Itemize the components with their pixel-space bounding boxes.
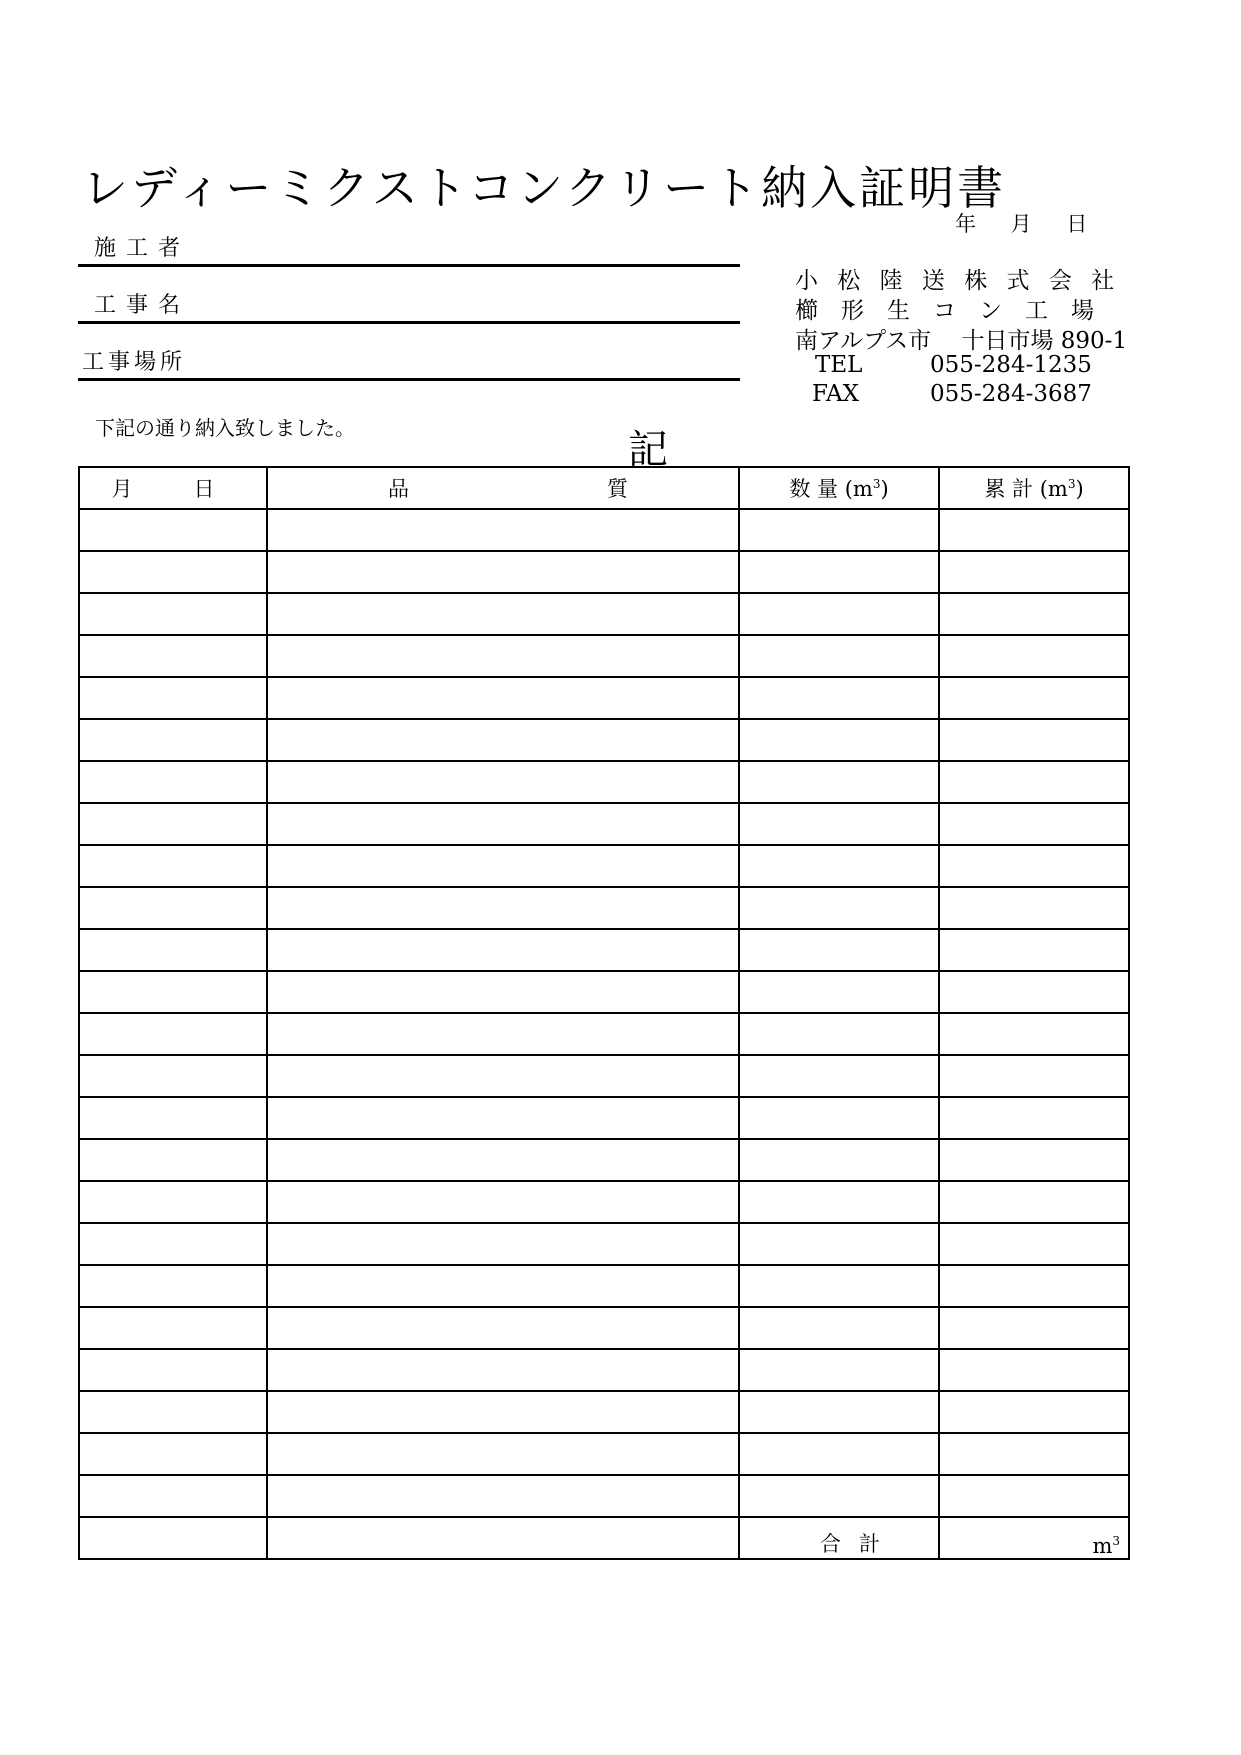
quantity-cell[interactable]: [739, 551, 939, 593]
cumulative-cell[interactable]: [939, 635, 1129, 677]
header-quantity: [739, 467, 939, 509]
quantity-cell[interactable]: [739, 677, 939, 719]
notice-text: 下記の通り納入致しました。: [95, 416, 355, 440]
date-cell[interactable]: [79, 719, 267, 761]
total-quality-cell[interactable]: [267, 1517, 739, 1559]
field-project-location[interactable]: [78, 342, 740, 381]
field-contractor-label: 施工者: [94, 236, 191, 261]
quality-cell[interactable]: [267, 1055, 739, 1097]
header-cumulative-text: 累 計 (m: [984, 477, 1068, 501]
quality-cell[interactable]: [267, 719, 739, 761]
quantity-cell[interactable]: [739, 887, 939, 929]
date-cell[interactable]: [79, 551, 267, 593]
date-cell[interactable]: [79, 761, 267, 803]
quality-cell[interactable]: [267, 1181, 739, 1223]
field-project-name[interactable]: [78, 285, 740, 324]
quality-cell[interactable]: [267, 845, 739, 887]
header-cumulative: [939, 467, 1129, 509]
quality-cell[interactable]: [267, 1139, 739, 1181]
quality-cell[interactable]: [267, 1097, 739, 1139]
company-address: 南アルプス市 十日市場 890-1: [795, 328, 1128, 354]
quantity-cell[interactable]: [739, 971, 939, 1013]
date-cell[interactable]: [79, 509, 267, 551]
date-cell[interactable]: [79, 593, 267, 635]
table-row: [79, 1181, 1129, 1223]
table-row: [79, 677, 1129, 719]
fax-label: FAX: [812, 381, 859, 407]
quantity-cell[interactable]: [739, 1097, 939, 1139]
date-cell[interactable]: [79, 1097, 267, 1139]
field-project-name-label: 工事名: [94, 293, 191, 318]
cumulative-cell[interactable]: [939, 971, 1129, 1013]
header-quality: [267, 467, 739, 509]
date-cell[interactable]: [79, 1013, 267, 1055]
document-title: レディーミクストコンクリート納入証明書: [82, 161, 1007, 215]
date-cell[interactable]: [79, 677, 267, 719]
date-cell[interactable]: [79, 929, 267, 971]
quantity-cell[interactable]: [739, 719, 939, 761]
cumulative-cell[interactable]: [939, 593, 1129, 635]
quality-cell[interactable]: [267, 971, 739, 1013]
table-row: [79, 593, 1129, 635]
cumulative-cell[interactable]: [939, 1097, 1129, 1139]
quality-cell[interactable]: [267, 761, 739, 803]
date-cell[interactable]: [79, 1055, 267, 1097]
cumulative-cell[interactable]: [939, 929, 1129, 971]
header-cumulative-sup: 3: [1067, 477, 1076, 491]
header-quantity-sup: 3: [872, 477, 881, 491]
company-plant: 櫛 形 生 コ ン 工 場: [795, 298, 1094, 324]
quality-cell[interactable]: [267, 509, 739, 551]
quantity-cell[interactable]: [739, 761, 939, 803]
table-row: [79, 1391, 1129, 1433]
fax-number: 055-284-3687: [930, 381, 1092, 407]
table-body: [79, 509, 1129, 1517]
cumulative-cell[interactable]: [939, 845, 1129, 887]
quantity-cell[interactable]: [739, 1055, 939, 1097]
quantity-cell[interactable]: [739, 1265, 939, 1307]
date-cell[interactable]: [79, 1391, 267, 1433]
table-row: [79, 1349, 1129, 1391]
cumulative-cell[interactable]: [939, 551, 1129, 593]
table-row: [79, 761, 1129, 803]
quality-cell[interactable]: [267, 1013, 739, 1055]
cumulative-cell[interactable]: [939, 1265, 1129, 1307]
quantity-cell[interactable]: [739, 803, 939, 845]
delivery-table: [78, 466, 1130, 1560]
date-cell[interactable]: [79, 1475, 267, 1517]
date-cell[interactable]: [79, 1265, 267, 1307]
table-row: [79, 635, 1129, 677]
total-date-cell[interactable]: [79, 1517, 267, 1559]
table-row: [79, 719, 1129, 761]
table-row: [79, 1013, 1129, 1055]
date-cell[interactable]: [79, 1139, 267, 1181]
table-row: [79, 1223, 1129, 1265]
quantity-cell[interactable]: [739, 1223, 939, 1265]
date-cell[interactable]: [79, 1223, 267, 1265]
cumulative-cell[interactable]: [939, 1433, 1129, 1475]
cumulative-cell[interactable]: [939, 1391, 1129, 1433]
quality-cell[interactable]: [267, 929, 739, 971]
quantity-cell[interactable]: [739, 845, 939, 887]
date-cell[interactable]: [79, 1349, 267, 1391]
quantity-cell[interactable]: [739, 1433, 939, 1475]
header-quantity-text: 数 量 (m: [789, 477, 873, 501]
table-row: [79, 1475, 1129, 1517]
field-project-location-label: 工事場所: [82, 350, 187, 375]
table-header-row: [79, 467, 1129, 509]
date-cell[interactable]: [79, 845, 267, 887]
header-date: 月 日: [79, 467, 267, 509]
table-row: [79, 887, 1129, 929]
quantity-cell[interactable]: [739, 1475, 939, 1517]
table-row: [79, 1097, 1129, 1139]
total-row: [79, 1517, 1129, 1559]
quality-cell[interactable]: [267, 1265, 739, 1307]
table-row: [79, 1055, 1129, 1097]
header-cumulative-close: ): [1075, 477, 1084, 501]
date-cell[interactable]: [79, 1433, 267, 1475]
company-name: 小 松 陸 送 株 式 会 社: [795, 268, 1121, 294]
quality-cell[interactable]: [267, 1307, 739, 1349]
cumulative-cell[interactable]: [939, 1181, 1129, 1223]
header-quality-left: 品: [388, 477, 409, 501]
quality-cell[interactable]: [267, 1433, 739, 1475]
cumulative-cell[interactable]: [939, 1307, 1129, 1349]
ki-heading: 記: [628, 427, 668, 473]
quality-cell[interactable]: [267, 1349, 739, 1391]
cumulative-cell[interactable]: [939, 1223, 1129, 1265]
table-row: [79, 803, 1129, 845]
quantity-cell[interactable]: [739, 1013, 939, 1055]
total-value-cell[interactable]: [939, 1517, 1129, 1559]
cumulative-cell[interactable]: [939, 1349, 1129, 1391]
quantity-cell[interactable]: [739, 593, 939, 635]
quality-cell[interactable]: [267, 593, 739, 635]
table-row: [79, 1265, 1129, 1307]
quantity-cell[interactable]: [739, 1349, 939, 1391]
cumulative-cell[interactable]: [939, 1139, 1129, 1181]
quantity-cell[interactable]: [739, 1307, 939, 1349]
cumulative-cell[interactable]: [939, 803, 1129, 845]
table-row: [79, 929, 1129, 971]
quality-cell[interactable]: [267, 1475, 739, 1517]
table-row: [79, 1307, 1129, 1349]
cumulative-cell[interactable]: [939, 1013, 1129, 1055]
total-label: 合計: [739, 1517, 939, 1559]
quality-cell[interactable]: [267, 803, 739, 845]
cumulative-cell[interactable]: [939, 761, 1129, 803]
quality-cell[interactable]: [267, 1223, 739, 1265]
tel-label: TEL: [815, 352, 863, 378]
quality-cell[interactable]: [267, 635, 739, 677]
table-row: [79, 551, 1129, 593]
quality-cell[interactable]: [267, 551, 739, 593]
date-cell[interactable]: [79, 635, 267, 677]
cumulative-cell[interactable]: [939, 1475, 1129, 1517]
table-row: [79, 509, 1129, 551]
table-row: [79, 1433, 1129, 1475]
quality-cell[interactable]: [267, 887, 739, 929]
cumulative-cell[interactable]: [939, 1055, 1129, 1097]
quantity-cell[interactable]: [739, 1181, 939, 1223]
header-quality-right: 質: [607, 477, 628, 501]
date-cell[interactable]: [79, 1307, 267, 1349]
total-unit-sup: 3: [1112, 1534, 1120, 1548]
quality-cell[interactable]: [267, 1391, 739, 1433]
quantity-cell[interactable]: [739, 929, 939, 971]
table-row: [79, 971, 1129, 1013]
cumulative-cell[interactable]: [939, 509, 1129, 551]
cumulative-cell[interactable]: [939, 887, 1129, 929]
date-cell[interactable]: [79, 887, 267, 929]
date-cell[interactable]: [79, 803, 267, 845]
header-quantity-close: ): [880, 477, 889, 501]
quantity-cell[interactable]: [739, 509, 939, 551]
date-cell[interactable]: [79, 971, 267, 1013]
quantity-cell[interactable]: [739, 1139, 939, 1181]
quantity-cell[interactable]: [739, 635, 939, 677]
total-unit: m: [1092, 1534, 1113, 1558]
table-row: [79, 845, 1129, 887]
date-label: 年 月 日: [955, 212, 1102, 236]
tel-number: 055-284-1235: [930, 352, 1092, 378]
quantity-cell[interactable]: [739, 1391, 939, 1433]
quality-cell[interactable]: [267, 677, 739, 719]
field-contractor[interactable]: [78, 228, 740, 267]
table-row: [79, 1139, 1129, 1181]
date-cell[interactable]: [79, 1181, 267, 1223]
cumulative-cell[interactable]: [939, 677, 1129, 719]
cumulative-cell[interactable]: [939, 719, 1129, 761]
